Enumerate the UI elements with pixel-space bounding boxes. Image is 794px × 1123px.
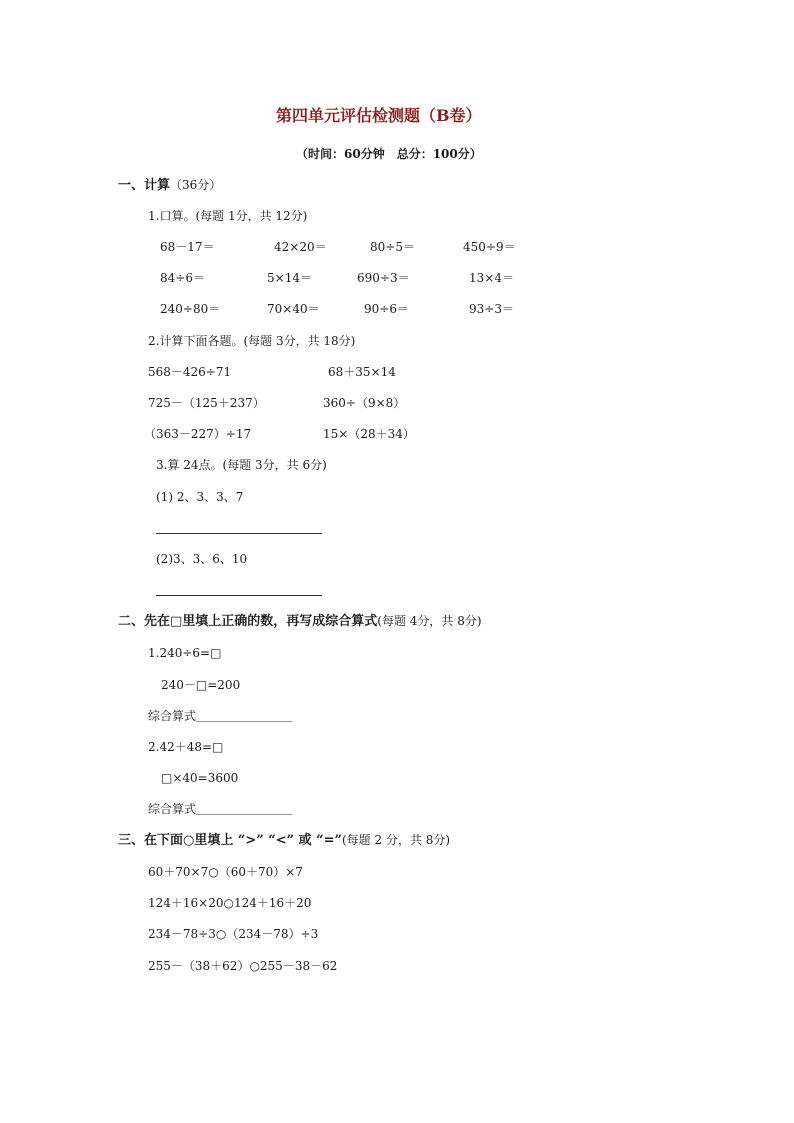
section-1-title: 一、计算 xyxy=(118,178,171,193)
fill-item: □×40=3600 xyxy=(161,771,239,785)
question-1-label: 1.口算。(每题 1分，共 12分) xyxy=(148,209,308,223)
compare-item: 60＋70×7○（60＋70）×7 xyxy=(148,865,303,879)
section-2-points: (每题 4分，共 8分) xyxy=(377,614,482,628)
section-3-heading xyxy=(118,832,450,849)
combined-formula-blank: 综合算式＿＿＿＿＿＿＿＿ xyxy=(148,802,293,816)
oral-item: 90÷6＝ xyxy=(364,302,409,316)
compare-item: 124＋16×20○124＋16＋20 xyxy=(148,896,312,910)
fill-item: 2.42＋48=□ xyxy=(148,740,224,754)
oral-item: 690÷3＝ xyxy=(357,271,410,285)
question-3-label: 3.算 24点。(每题 3分，共 6分) xyxy=(156,458,327,472)
oral-item: 5×14＝ xyxy=(267,271,312,285)
compare-item: 255－（38＋62）○255－38－62 xyxy=(148,959,338,973)
combined-formula-blank: 综合算式＿＿＿＿＿＿＿＿ xyxy=(148,709,293,723)
problem-2: (2)3、3、6、10 xyxy=(156,552,248,566)
compare-item: 234－78÷3○（234－78）÷3 xyxy=(148,927,319,941)
section-2-heading xyxy=(118,613,482,630)
calc-item: 568－426÷71 xyxy=(148,365,232,379)
section-3-points: (每题 2 分，共 8分) xyxy=(342,833,451,847)
problem-1: (1) 2、3、3、7 xyxy=(156,490,244,504)
section-1-heading xyxy=(118,177,221,194)
calc-item: 725－（125＋237） xyxy=(148,396,265,410)
answer-line-2 xyxy=(156,595,322,596)
fill-item: 1.240÷6=□ xyxy=(148,646,222,660)
section-3-title: 三、在下面○里填上 “>” “<” 或 “=” xyxy=(118,833,342,848)
oral-item: 450÷9＝ xyxy=(463,240,516,254)
oral-item: 70×40＝ xyxy=(267,302,320,316)
section-2-title: 二、先在□里填上正确的数，再写成综合算式 xyxy=(118,614,378,629)
question-2-label: 2.计算下面各题。(每题 3分，共 18分) xyxy=(148,334,356,348)
oral-item: 68－17＝ xyxy=(160,240,215,254)
oral-item: 93÷3＝ xyxy=(469,302,514,316)
calc-item: 15×（28＋34） xyxy=(323,427,415,441)
oral-item: 42×20＝ xyxy=(274,240,327,254)
oral-item: 80÷5＝ xyxy=(370,240,415,254)
page-title: 第四单元评估检测题（B卷） xyxy=(276,106,482,125)
fill-item: 240－□=200 xyxy=(161,678,241,692)
calc-item: 360÷（9×8） xyxy=(323,396,406,410)
oral-item: 13×4＝ xyxy=(469,271,514,285)
calc-item: （363－227）÷17 xyxy=(144,427,252,441)
section-1-points: （36分） xyxy=(170,178,222,192)
oral-item: 240÷80＝ xyxy=(160,302,221,316)
oral-item: 84÷6＝ xyxy=(160,271,205,285)
exam-meta: （时间：60分钟 总分：100分） xyxy=(296,147,482,161)
calc-item: 68＋35×14 xyxy=(328,365,396,379)
answer-line-1 xyxy=(156,533,322,534)
